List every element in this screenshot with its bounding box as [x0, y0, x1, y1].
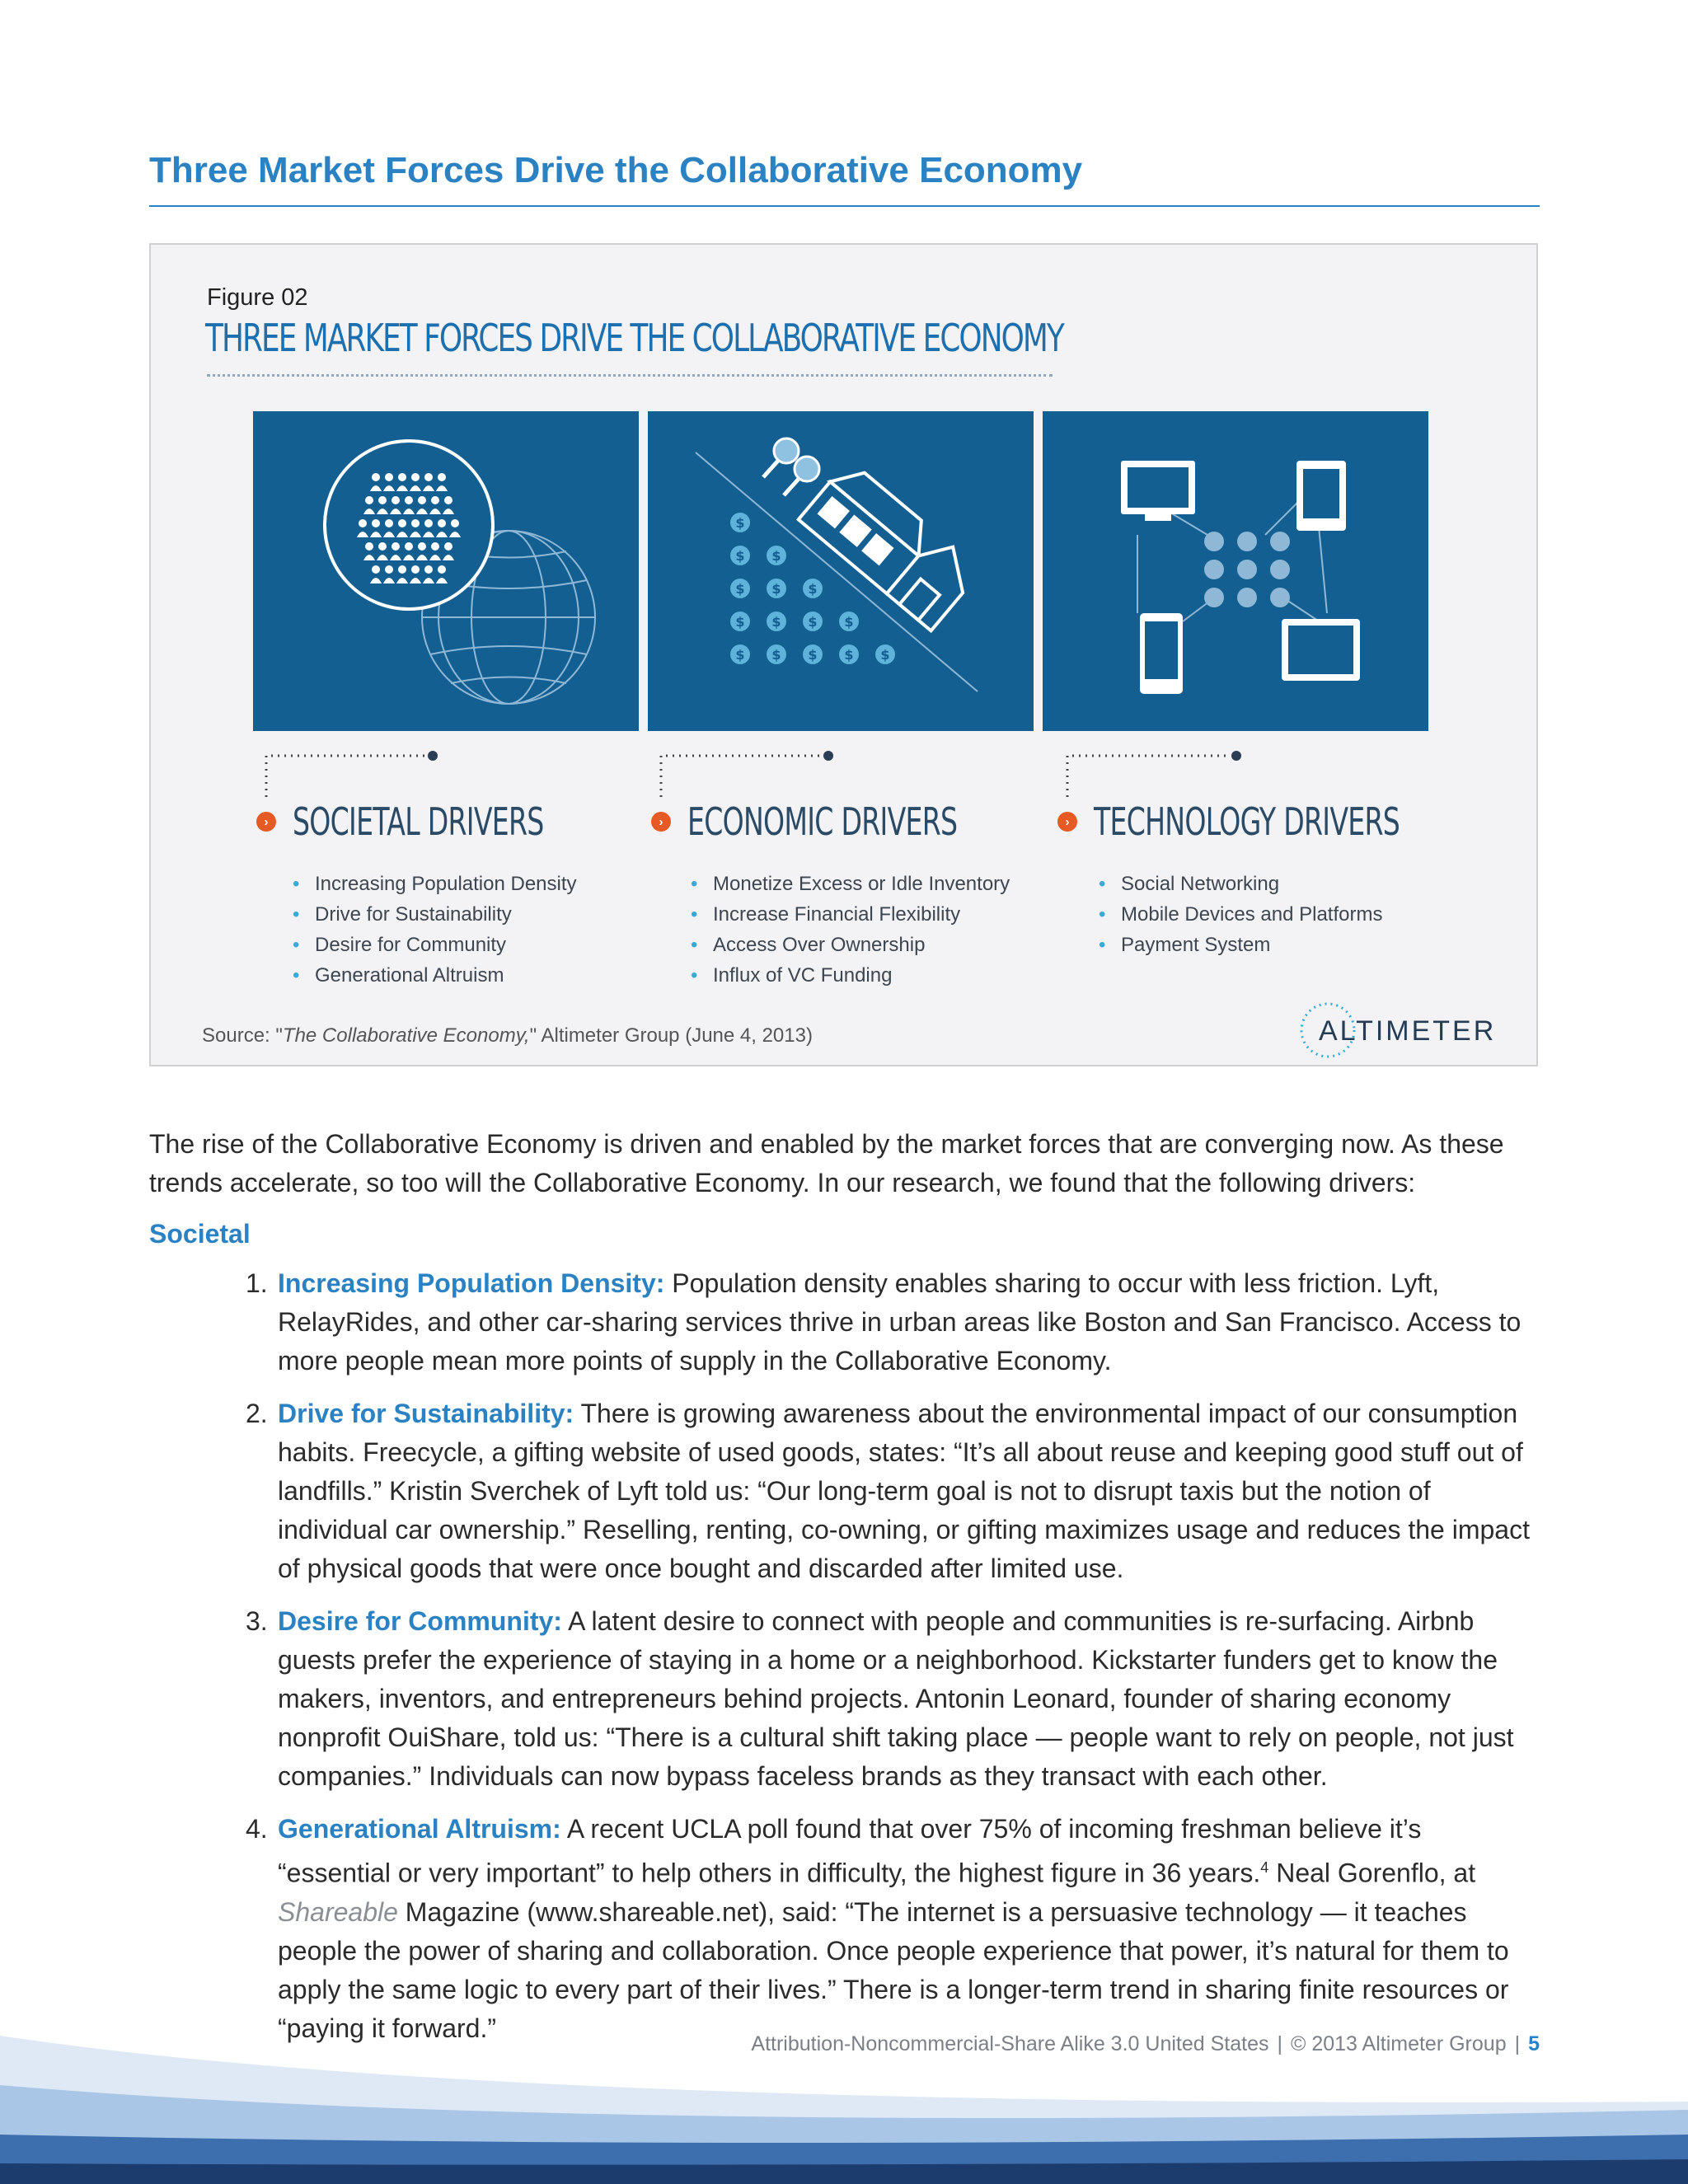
svg-text:$: $	[771, 581, 781, 597]
drivers-list	[246, 1264, 1540, 2062]
list-item: • Generational Altruism	[293, 960, 577, 991]
societal-drivers-heading: › SOCIETAL DRIVERS	[256, 799, 641, 844]
svg-text:$: $	[880, 647, 890, 663]
footnote-ref: 4	[1260, 1859, 1269, 1876]
technology-drivers-heading: › TECHNOLOGY DRIVERS	[1057, 799, 1518, 844]
svg-text:$: $	[771, 647, 781, 663]
list-item: • Increase Financial Flexibility	[691, 899, 1010, 930]
svg-text:$: $	[808, 581, 818, 597]
technology-panel	[1043, 411, 1428, 731]
list-item: • Desire for Community	[293, 930, 577, 960]
arrow-right-icon: ›	[256, 812, 276, 832]
arrow-right-icon: ›	[1057, 812, 1077, 832]
devices-network-icon	[1043, 411, 1428, 731]
svg-text:$: $	[735, 647, 745, 663]
list-item: 1. Increasing Population Density: Population density enables sharing to occur with less friction. Lyft, RelayRides, and other car-sharing services thrive in urban areas like Boston and San Francisco. Access to more people mean more points of supply in the Collaborative Economy.	[246, 1268, 1522, 1376]
economic-panel	[648, 411, 1034, 731]
list-item: • Mobile Devices and Platforms	[1099, 899, 1382, 930]
figure-02	[149, 243, 1538, 1066]
economic-drivers-list	[691, 869, 1010, 991]
svg-text:$: $	[844, 647, 854, 663]
list-item: • Increasing Population Density	[293, 869, 577, 899]
section-heading: Societal	[149, 1219, 251, 1249]
figure-label: Figure 02	[207, 284, 308, 311]
list-item: • Influx of VC Funding	[691, 960, 1010, 991]
svg-text:$: $	[808, 647, 818, 663]
list-item: • Social Networking	[1099, 869, 1382, 899]
intro-paragraph: The rise of the Collaborative Economy is driven and enabled by the market forces that are converging now. As these trends accelerate, so too will the Collaborative Economy. In our research, we found that the following drivers:	[149, 1129, 1504, 1197]
title-rule	[149, 205, 1540, 207]
page-footer: Attribution-Noncommercial-Share Alike 3.0 United States | © 2013 Altimeter Group | 5	[751, 2032, 1540, 2055]
figure-source: Source: "The Collaborative Economy," Altimeter Group (June 4, 2013)	[202, 1024, 813, 1047]
svg-text:$: $	[735, 548, 745, 564]
list-item: • Payment System	[1099, 930, 1382, 960]
economic-drivers-heading: › ECONOMIC DRIVERS	[651, 799, 1062, 844]
list-item: 4. Generational Altruism: A recent UCLA poll found that over 75% of incoming freshman believe it’s “essential or very important” to help others in difficulty, the highest figure in 36 years.$^4$ Neal Gorenflo, at Shareable Magazine (www.shareable.net), said: “The internet is a persuasive technology — it teaches people the power of sharing and collaboration. Once people experience that power, it’s natural for them to apply the same logic to every part of their lives.” There is a longer-term trend in sharing finite resources or “paying it forward.”	[246, 1814, 1509, 2043]
societal-panel	[253, 411, 639, 731]
logo-text: ALTIMETER	[1319, 1015, 1497, 1047]
svg-text:$: $	[771, 614, 781, 630]
svg-text:$: $	[808, 614, 818, 630]
svg-text:$: $	[735, 614, 745, 630]
list-item: 2. Drive for Sustainability: There is growing awareness about the environmental impact of our consumption habits. Freecycle, a gifting website of used goods, states: “It’s all about reuse and keeping good stuff out of landfills.” Kristin Sverchek of Lyft told us: “Our long-term goal is not to disrupt taxis but the notion of individual car ownership.” Reselling, renting, co-owning, or gifting maximizes usage and reduces the impact of physical goods that were once bought and discarded after limited use.	[246, 1399, 1530, 1583]
page-title: Three Market Forces Drive the Collaborative Economy	[149, 150, 1083, 190]
list-item: • Access Over Ownership	[691, 930, 1010, 960]
crowd-globe-icon	[253, 411, 639, 731]
list-item: • Drive for Sustainability	[293, 899, 577, 930]
house-coins-icon	[648, 411, 1034, 731]
figure-title-divider	[207, 374, 1053, 377]
page-number: 5	[1528, 2032, 1540, 2055]
societal-drivers-list	[293, 869, 577, 991]
figure-title: THREE MARKET FORCES DRIVE THE COLLABORATIVE ECONOMY	[205, 316, 1063, 360]
svg-text:$: $	[771, 548, 781, 564]
list-item: 3. Desire for Community: A latent desire to connect with people and communities is re-surfacing. Airbnb guests prefer the experience of staying in a home or a neighborhood. Kickstarter funders get to know the makers, inventors, and entrepreneurs behind projects. Antonin Leonard, founder of sharing economy nonprofit OuiShare, told us: “There is a cultural shift taking place — people want to rely on people, not just companies.” Individuals can now bypass faceless brands as they transact with each other.	[246, 1606, 1514, 1791]
svg-text:$: $	[844, 614, 854, 630]
arrow-right-icon: ›	[651, 812, 671, 832]
svg-text:$: $	[735, 581, 745, 597]
driver-connectors	[258, 748, 1247, 805]
svg-text:$: $	[735, 515, 745, 531]
technology-drivers-list	[1099, 869, 1382, 960]
list-item: • Monetize Excess or Idle Inventory	[691, 869, 1010, 899]
